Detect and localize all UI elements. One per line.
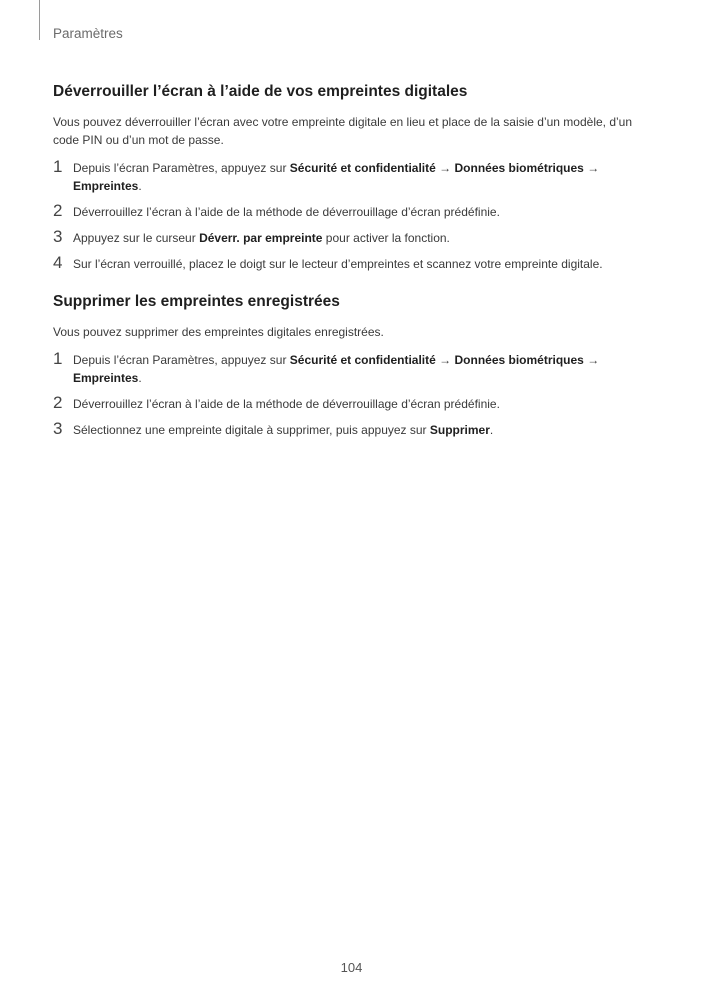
section-unlock-fingerprint (53, 81, 653, 273)
step-text (73, 419, 653, 439)
step-number: 1 (53, 157, 63, 176)
step-text-segment: pour activer la fonction. (322, 231, 450, 245)
step-text-segment: → (435, 353, 455, 367)
step-item (53, 419, 653, 439)
page-content (53, 81, 653, 445)
step-text (73, 227, 653, 247)
step-text-segment: Déverrouillez l’écran à l’aide de la méthode de déverrouillage d’écran prédéfinie. (73, 205, 500, 219)
step-text-segment: Depuis l’écran Paramètres, appuyez sur (73, 161, 290, 175)
step-text (73, 157, 653, 195)
step-number: 2 (53, 201, 63, 220)
step-text-segment: → (435, 161, 455, 175)
step-item (53, 201, 653, 221)
step-number: 2 (53, 393, 63, 412)
page-number: 104 (340, 960, 363, 975)
step-bold-term: Sécurité et confidentialité (289, 353, 436, 367)
header-rule (39, 0, 40, 40)
step-bold-term: Supprimer (429, 423, 490, 437)
section-intro: Vous pouvez déverrouiller l’écran avec votre empreinte digitale en lieu et place de la saisie d’un modèle, d’un code PIN ou d’un mot de passe. (53, 115, 633, 147)
section-intro: Vous pouvez supprimer des empreintes digitales enregistrées. (53, 325, 384, 339)
running-header: Paramètres (53, 26, 123, 41)
step-item (53, 157, 653, 195)
step-bold-term: Empreintes (73, 179, 139, 193)
step-number: 3 (53, 419, 63, 438)
step-number: 3 (53, 227, 63, 246)
step-text-segment: Depuis l’écran Paramètres, appuyez sur (73, 353, 290, 367)
step-bold-term: Données biométriques (454, 353, 584, 367)
step-list (53, 349, 653, 439)
section-delete-fingerprints (53, 291, 653, 439)
section-title: Supprimer les empreintes enregistrées (53, 293, 340, 310)
step-item (53, 253, 653, 273)
step-text-segment: . (489, 423, 494, 437)
step-text (73, 393, 653, 413)
step-text-segment: . (138, 179, 142, 193)
step-text-segment: Appuyez sur le curseur (73, 231, 200, 245)
step-bold-term: Empreintes (73, 371, 139, 385)
step-item (53, 227, 653, 247)
step-text-segment: Déverrouillez l’écran à l’aide de la méthode de déverrouillage d’écran prédéfinie. (73, 397, 500, 411)
step-text-segment: → (583, 161, 600, 175)
step-text (73, 201, 653, 221)
step-text-segment: Sur l’écran verrouillé, placez le doigt sur le lecteur d’empreintes et scannez votre empreinte digitale. (73, 257, 603, 271)
step-number: 1 (53, 349, 63, 368)
step-text (73, 253, 653, 273)
step-text (73, 349, 653, 387)
step-bold-term: Déverr. par empreinte (199, 231, 323, 245)
step-bold-term: Données biométriques (454, 161, 584, 175)
step-item (53, 349, 653, 387)
section-title: Déverrouiller l’écran à l’aide de vos empreintes digitales (53, 83, 468, 100)
step-list (53, 157, 653, 273)
step-text-segment: Sélectionnez une empreinte digitale à supprimer, puis appuyez sur (73, 423, 430, 437)
step-bold-term: Sécurité et confidentialité (289, 161, 436, 175)
step-number: 4 (53, 253, 63, 272)
step-text-segment: → (583, 353, 600, 367)
step-text-segment: . (138, 371, 142, 385)
step-item (53, 393, 653, 413)
